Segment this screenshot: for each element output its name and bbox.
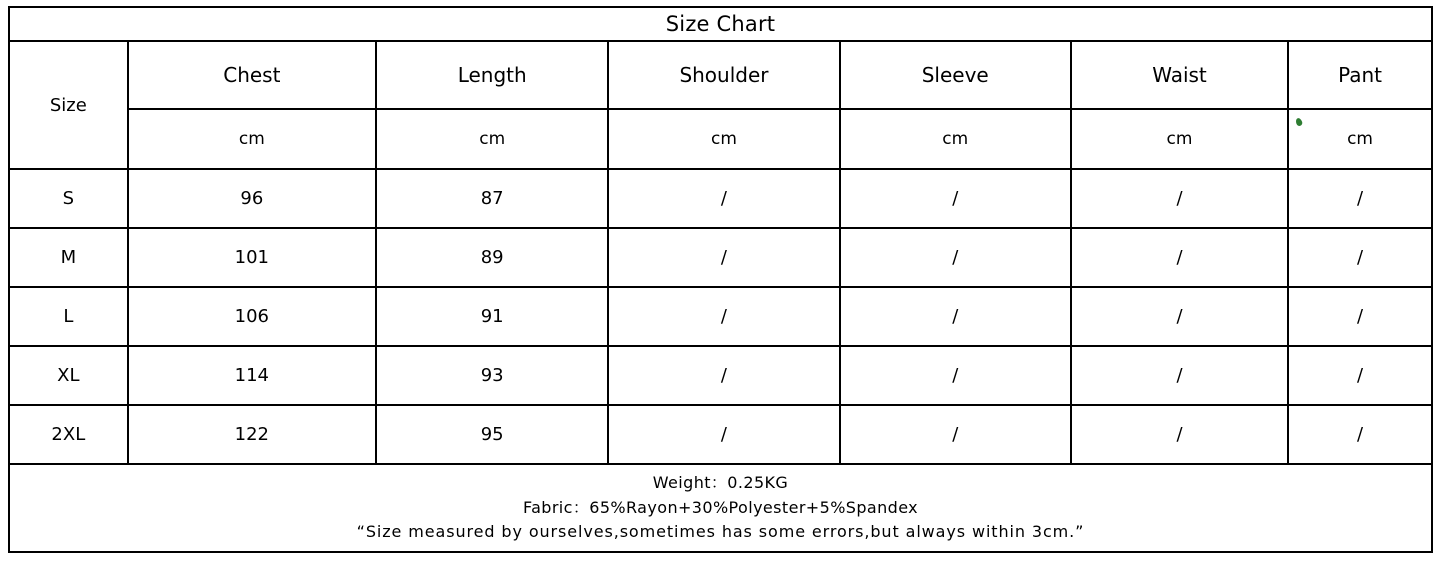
header-unit-row [9, 109, 1432, 169]
unit-pant: cm [1288, 109, 1432, 169]
cell-chest: 101 [128, 228, 376, 287]
unit-length: cm [376, 109, 608, 169]
cell-shoulder: / [608, 169, 839, 228]
cell-waist: / [1071, 169, 1288, 228]
header-name-row [9, 41, 1432, 109]
cell-length: 95 [376, 405, 608, 464]
cell-chest: 114 [128, 346, 376, 405]
cell-sleeve: / [840, 405, 1071, 464]
cell-sleeve: / [840, 346, 1071, 405]
header-size: Size [9, 41, 128, 169]
cell-pant: / [1288, 287, 1432, 346]
cell-sleeve: / [840, 287, 1071, 346]
table-row [9, 169, 1432, 228]
unit-waist: cm [1071, 109, 1288, 169]
header-shoulder: Shoulder [608, 41, 839, 109]
header-pant: Pant [1288, 41, 1432, 109]
cell-length: 91 [376, 287, 608, 346]
header-sleeve: Sleeve [840, 41, 1071, 109]
cell-sleeve: / [840, 169, 1071, 228]
cell-chest: 122 [128, 405, 376, 464]
unit-shoulder: cm [608, 109, 839, 169]
unit-sleeve: cm [840, 109, 1071, 169]
row-size: 2XL [9, 405, 128, 464]
cell-chest: 106 [128, 287, 376, 346]
cell-length: 89 [376, 228, 608, 287]
cell-shoulder: / [608, 287, 839, 346]
cell-shoulder: / [608, 405, 839, 464]
unit-chest: cm [128, 109, 376, 169]
table-row [9, 346, 1432, 405]
footer-notes [9, 464, 1432, 552]
row-size: S [9, 169, 128, 228]
cell-waist: / [1071, 228, 1288, 287]
cell-shoulder: / [608, 228, 839, 287]
cell-length: 87 [376, 169, 608, 228]
table-row [9, 287, 1432, 346]
cell-pant: / [1288, 228, 1432, 287]
cell-waist: / [1071, 346, 1288, 405]
size-chart-table [8, 6, 1433, 553]
table-row [9, 228, 1432, 287]
cell-shoulder: / [608, 346, 839, 405]
footer-note: “Size measured by ourselves,sometimes has some errors,but always within 3cm.” [356, 522, 1085, 542]
header-waist: Waist [1071, 41, 1288, 109]
title-row [9, 7, 1432, 41]
page-title: Size Chart [9, 7, 1432, 41]
row-size: XL [9, 346, 128, 405]
size-chart-page [0, 6, 1445, 576]
cell-length: 93 [376, 346, 608, 405]
table-row [9, 405, 1432, 464]
header-chest: Chest [128, 41, 376, 109]
cell-waist: / [1071, 287, 1288, 346]
cell-pant: / [1288, 346, 1432, 405]
footer-fabric: Fabric：65%Rayon+30%Polyester+5%Spandex [522, 497, 919, 517]
cell-pant: / [1288, 169, 1432, 228]
row-size: M [9, 228, 128, 287]
footer-row [9, 464, 1432, 552]
cell-chest: 96 [128, 169, 376, 228]
cell-pant: / [1288, 405, 1432, 464]
cell-waist: / [1071, 405, 1288, 464]
footer-weight: Weight：0.25KG [652, 472, 789, 492]
row-size: L [9, 287, 128, 346]
cell-sleeve: / [840, 228, 1071, 287]
header-length: Length [376, 41, 608, 109]
